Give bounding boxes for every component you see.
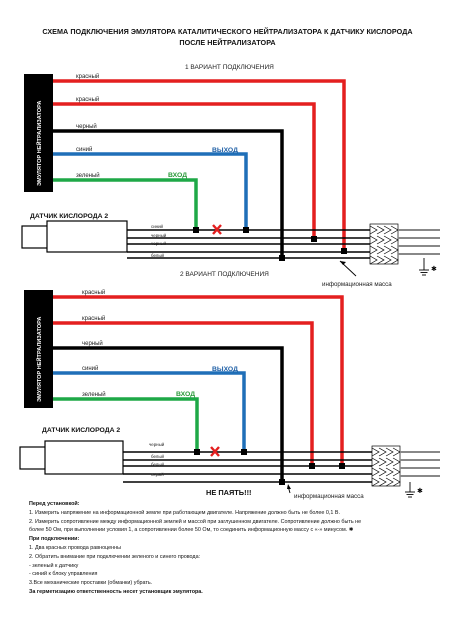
- sensor-2-plug: [20, 447, 46, 469]
- ground-asterisk-1: ✱: [431, 266, 437, 273]
- harness-out-2: [400, 452, 440, 476]
- variant-1: [22, 64, 440, 288]
- variant-2: [20, 289, 440, 500]
- notes-connect-2a: - зеленый к датчику: [29, 562, 79, 569]
- exit-label-1: ВЫХОД: [212, 147, 238, 154]
- exit-label-2: ВЫХОД: [212, 366, 238, 373]
- sensor-wire-label-2b: белый: [151, 454, 164, 459]
- input-label-2: ВХОД: [176, 391, 196, 398]
- sensor-1-plug: [22, 226, 48, 248]
- connector-1: [370, 224, 398, 264]
- junction-1-black: [279, 255, 285, 261]
- notes-before-1: 1. Измерить напряжение на информационной земле при работающем двигателе. Напряжение должно быть не более 0,1 В.: [29, 509, 341, 516]
- notes-before-3: более 50 Ом, при выполнении условия 1, а сопротивлении более 50 Ом, то соединить информационную массу с «-» минусом. ✱: [29, 527, 354, 534]
- wire-label-red-3: красный: [82, 290, 106, 296]
- wire-label-green-2: зеленый: [82, 392, 106, 398]
- notes-connect-2b: - синий к блоку управления: [29, 571, 98, 578]
- notes-footer: За герметизацию ответственность несет установщик эмулятора.: [29, 588, 203, 595]
- input-label-1: ВХОД: [168, 172, 188, 179]
- junction-1-blue: [243, 227, 249, 233]
- wire-label-red-2: красный: [76, 97, 100, 103]
- connector-2: [372, 446, 400, 486]
- junction-1-red1: [341, 248, 347, 254]
- sensor-wire-label-1d: белый: [151, 253, 164, 258]
- sensor-1-body: [47, 221, 127, 252]
- sensor-label-1: ДАТЧИК КИСЛОРОДА 2: [30, 213, 109, 220]
- wire-label-blue-1: синий: [76, 147, 93, 153]
- notes-connect-2: 2. Обратить внимание при подключении зеленого и синего провода:: [29, 553, 201, 560]
- mass-arrowhead-2: [287, 484, 291, 489]
- mass-label-2: информационная масса: [294, 493, 364, 500]
- wire-label-green-1: зеленый: [76, 173, 100, 179]
- sensor-wire-label-2d: серый: [151, 472, 164, 477]
- ground-icon-2: [405, 482, 415, 497]
- junction-2-red2: [309, 463, 315, 469]
- notes-before-2: 2. Измерить сопротивление между информационной землей и массой при заглушенном двигателе. Сопротивление должно быть не: [29, 518, 362, 525]
- sensor-wire-label-2a: черный: [149, 442, 165, 447]
- variant-1-heading: 1 ВАРИАНТ ПОДКЛЮЧЕНИЯ: [185, 64, 274, 71]
- ground-asterisk-2: ✱: [417, 488, 423, 495]
- junction-2-red1: [339, 463, 345, 469]
- junction-2-black: [279, 479, 285, 485]
- wire-label-black-1: черный: [76, 124, 97, 130]
- notes-before-heading: Перед установкой:: [29, 501, 80, 507]
- sensor-2-body: [45, 441, 123, 474]
- wire-label-black-2: черный: [82, 341, 103, 347]
- mass-label-1: информационная масса: [322, 281, 392, 288]
- no-solder-warning: НЕ ПАЯТЬ!!!: [206, 488, 252, 497]
- sensor-wire-label-1c: черный: [151, 241, 167, 246]
- variant-2-heading: 2 ВАРИАНТ ПОДКЛЮЧЕНИЯ: [180, 271, 269, 278]
- junction-2-blue: [241, 449, 247, 455]
- junction-1-red2: [311, 236, 317, 242]
- title-line-1: СХЕМА ПОДКЛЮЧЕНИЯ ЭМУЛЯТОРА КАТАЛИТИЧЕСКОГО НЕЙТРАЛИЗАТОРА К ДАТЧИКУ КИСЛОРОДА: [42, 27, 413, 36]
- ground-icon-1: [419, 258, 429, 275]
- notes-connect-1: 1. Два красных провода равноценны: [29, 544, 121, 551]
- wire-blue-2: [53, 373, 244, 452]
- notes-connect-3: 3.Все механические проставки (обманки) убрать.: [29, 580, 153, 587]
- junction-1-green: [193, 227, 199, 233]
- mass-arrowhead-1: [340, 261, 346, 265]
- sensor-label-2: ДАТЧИК КИСЛОРОДА 2: [42, 427, 121, 434]
- installation-notes: [29, 500, 439, 597]
- sensor-wire-label-1b: черный: [151, 233, 167, 238]
- wire-label-blue-2: синий: [82, 366, 99, 372]
- sensor-wire-label-1a: синий: [151, 224, 163, 229]
- wire-label-red-4: красный: [82, 316, 106, 322]
- wire-label-red-1: красный: [76, 74, 100, 80]
- sensor-wire-label-2c: белый: [151, 462, 164, 467]
- title-line-2: ПОСЛЕ НЕЙТРАЛИЗАТОРА: [179, 38, 276, 47]
- junction-2-green: [194, 449, 200, 455]
- emulator-2-label: ЭМУЛЯТОР НЕЙТРАЛИЗАТОРА: [37, 316, 43, 402]
- harness-out-1: [398, 230, 440, 254]
- notes-connect-heading: При подключении:: [29, 536, 80, 543]
- emulator-1-label: ЭМУЛЯТОР НЕЙТРАЛИЗАТОРА: [37, 100, 43, 186]
